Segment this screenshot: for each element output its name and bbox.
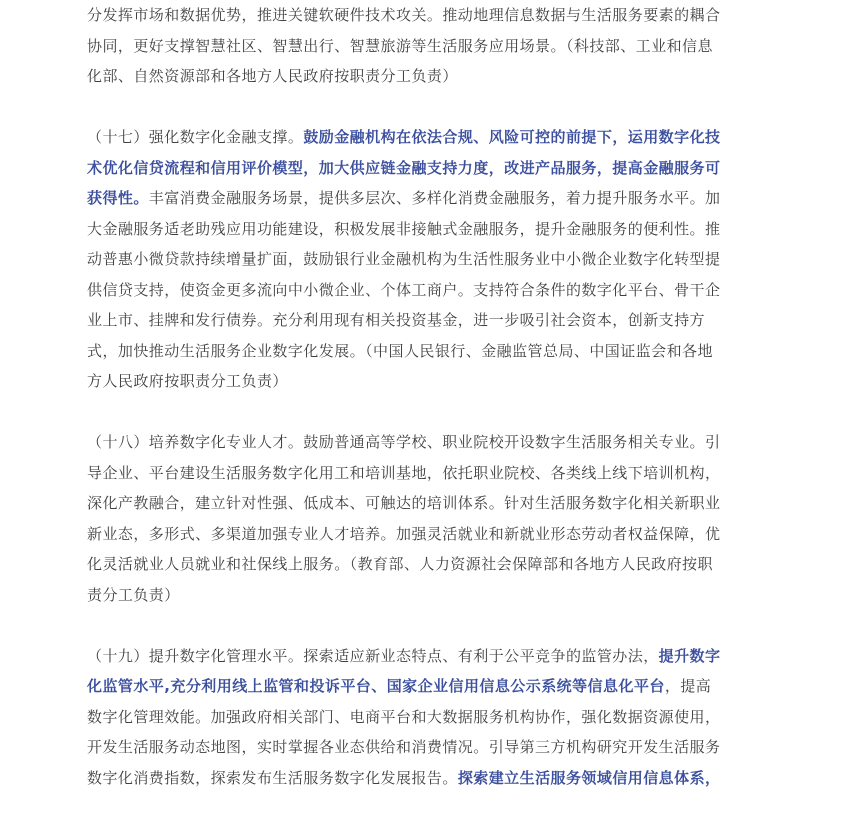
paragraph-gap <box>87 397 771 428</box>
body-text: ，提高 <box>664 677 712 695</box>
article-body <box>87 0 771 793</box>
paragraph <box>87 122 771 397</box>
emphasized-text: 化监管水平,充分利用线上监管和投诉平台、国家企业信用信息公示系统等信息化平台 <box>87 677 665 695</box>
emphasized-text: 探索建立生活服务领域信用信息体系， <box>457 768 721 787</box>
body-text: 数字化管理效能。加强政府相关部门、电商平台和大数据服务机构协作，强化数据资源使用， <box>87 707 721 726</box>
emphasized-text: 术优化信贷流程和信用评价模型，加大供应链金融支持力度，改进产品服务，提高金融服务可 <box>87 158 721 177</box>
body-text: 方人民政府按职责分工负责） <box>87 372 288 390</box>
emphasized-text: 鼓励金融机构在依法合规、风险可控的前提下，运用数字化技 <box>303 128 721 146</box>
body-text: 分发挥市场和数据优势，推进关键软硬件技术攻关。推动地理信息数据与生活服务要素的耦合 <box>87 6 721 24</box>
body-text: 导企业、平台建设生活服务数字化用工和培训基地，依托职业院校、各类线上线下培训机构， <box>87 463 721 482</box>
body-text: （十九）提升数字化管理水平。探索适应新业态特点、有利于公平竞争的监管办法， <box>87 646 659 665</box>
paragraph <box>87 641 771 794</box>
body-text: 化灵活就业人员就业和社保线上服务。（教育部、人力资源社会保障部和各地方人民政府按职 <box>87 555 713 573</box>
emphasized-text: 提升数字 <box>658 646 721 665</box>
body-text: 数字化消费指数，探索发布生活服务数字化发展报告。 <box>87 768 458 787</box>
body-text: 式，加快推动生活服务企业数字化发展。（中国人民银行、金融监管总局、中国证监会和各地 <box>87 341 713 360</box>
body-text: （十八）培养数字化专业人才。鼓励普通高等学校、职业院校开设数字生活服务相关专业。引 <box>87 433 721 451</box>
body-text: 业上市、挂牌和发行债券。充分利用现有相关投资基金，进一步吸引社会资本，创新支持方 <box>87 311 706 329</box>
body-text: 开发生活服务动态地图，实时掌握各业态供给和消费情况。引导第三方机构研究开发生活服务 <box>87 738 721 756</box>
body-text: 化部、自然资源部和各地方人民政府按职责分工负责） <box>87 67 458 85</box>
paragraph <box>87 0 771 92</box>
body-text: 责分工负责） <box>87 585 180 604</box>
body-text: 大金融服务适老助残应用功能建设，积极发展非接触式金融服务，提升金融服务的便利性。推 <box>87 219 721 238</box>
body-text: 供信贷支持，使资金更多流向中小微企业、个体工商户。支持符合条件的数字化平台、骨干企 <box>87 280 721 299</box>
paragraph <box>87 427 771 610</box>
body-text: 深化产教融合，建立针对性强、低成本、可触达的培训体系。针对生活服务数字化相关新职业 <box>87 494 721 512</box>
body-text: 协同，更好支撑智慧社区、智慧出行、智慧旅游等生活服务应用场景。（科技部、工业和信息 <box>87 36 713 55</box>
body-text: 丰富消费金融服务场景，提供多层次、多样化消费金融服务，着力提升服务水平。加 <box>148 189 721 207</box>
body-text: 新业态，多形式、多渠道加强专业人才培养。加强灵活就业和新就业形态劳动者权益保障，优 <box>87 524 721 543</box>
paragraph-gap <box>87 610 771 641</box>
body-text: （十七）强化数字化金融支撑。 <box>87 128 304 146</box>
body-text: 动普惠小微贷款持续增量扩面，鼓励银行业金融机构为生活性服务业中小微企业数字化转型提 <box>87 250 721 268</box>
paragraph-gap <box>87 92 771 123</box>
emphasized-text: 获得性。 <box>87 189 149 207</box>
